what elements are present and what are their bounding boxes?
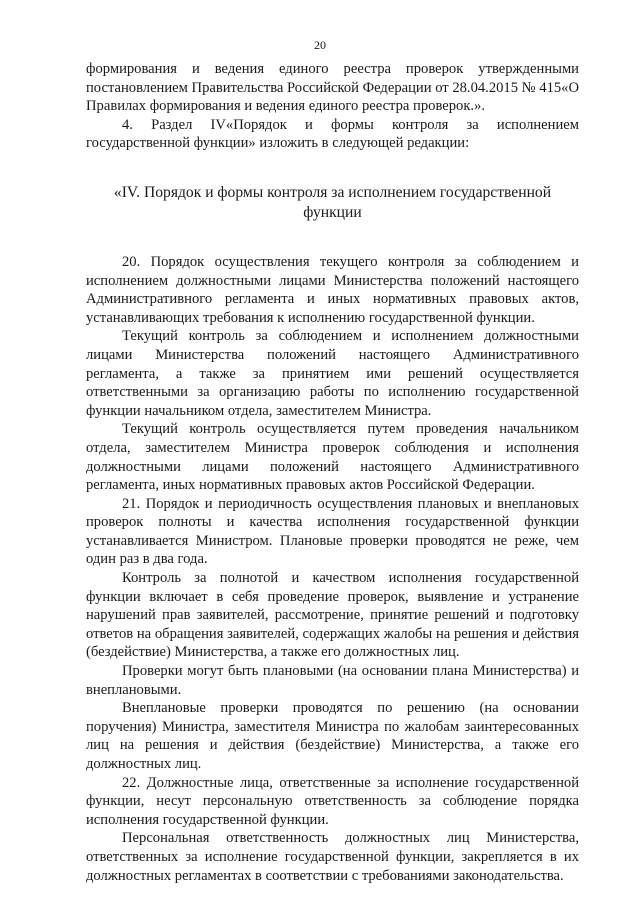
paragraph: Текущий контроль осуществляется путем проведения начальником отдела, заместителем Министра проверок соблюдения и исполнения должностными лицами положений настоящего Административного регламента, иных нормативных правовых актов Российской Федерации.: [86, 421, 579, 494]
paragraph: 21. Порядок и периодичность осуществления плановых и внеплановых проверок полноты и качества исполнения государственной функции устанавливается Министром. Плановые проверки проводятся не реже, чем один раз в два года.: [86, 495, 579, 568]
page-number: 20: [314, 38, 326, 52]
paragraph: Текущий контроль за соблюдением и исполнением должностными лицами Министерства положений настоящего Административного регламента, а также за принятием ими решений осуществляется ответственными за организацию работы по исполнению государственной функции начальником отдела, заместителем Министра.: [86, 328, 579, 419]
paragraph: формирования и ведения единого реестра проверок утвержденными постановлением Правительства Российской Федерации от 28.04.2015 № 415«О Правилах формирования и ведения единого реестра проверок.».: [86, 61, 579, 115]
document-body: [86, 60, 579, 885]
paragraph: Контроль за полнотой и качеством исполнения государственной функции включает в себя проведение проверок, выявление и устранение нарушений прав заявителей, рассмотрение, принятие решений и подготовку ответов на обращения заявителей, содержащих жалобы на решения и действия (бездействие) Министерства, а также его должностных лиц.: [86, 570, 579, 661]
paragraph: Персональная ответственность должностных лиц Министерства, ответственных за исполнение государственной функции, закрепляется в их должностных регламентах в соответствии с требованиями законодательства.: [86, 830, 579, 884]
paragraph: 22. Должностные лица, ответственные за исполнение государственной функции, несут персональную ответственность за соблюдение порядка исполнения государственной функции.: [86, 774, 579, 828]
section-heading: «IV. Порядок и формы контроля за исполнением государственной функции: [113, 183, 552, 221]
paragraph: 4. Раздел IV«Порядок и формы контроля за исполнением государственной функции» изложить в следующей редакции:: [86, 116, 579, 152]
paragraph: 20. Порядок осуществления текущего контроля за соблюдением и исполнением должностными лицами Министерства положений настоящего Административного регламента и иных нормативных правовых актов, устанавливающих требования к исполнению государственной функции.: [86, 253, 579, 326]
paragraph: Внеплановые проверки проводятся по решению (на основании поручения) Министра, заместителя Министра по жалобам заинтересованных лиц на решения и действия (бездействие) Министерства, а также его должностных лиц.: [86, 700, 579, 772]
paragraph: Проверки могут быть плановыми (на основании плана Министерства) и внеплановыми.: [86, 663, 579, 698]
